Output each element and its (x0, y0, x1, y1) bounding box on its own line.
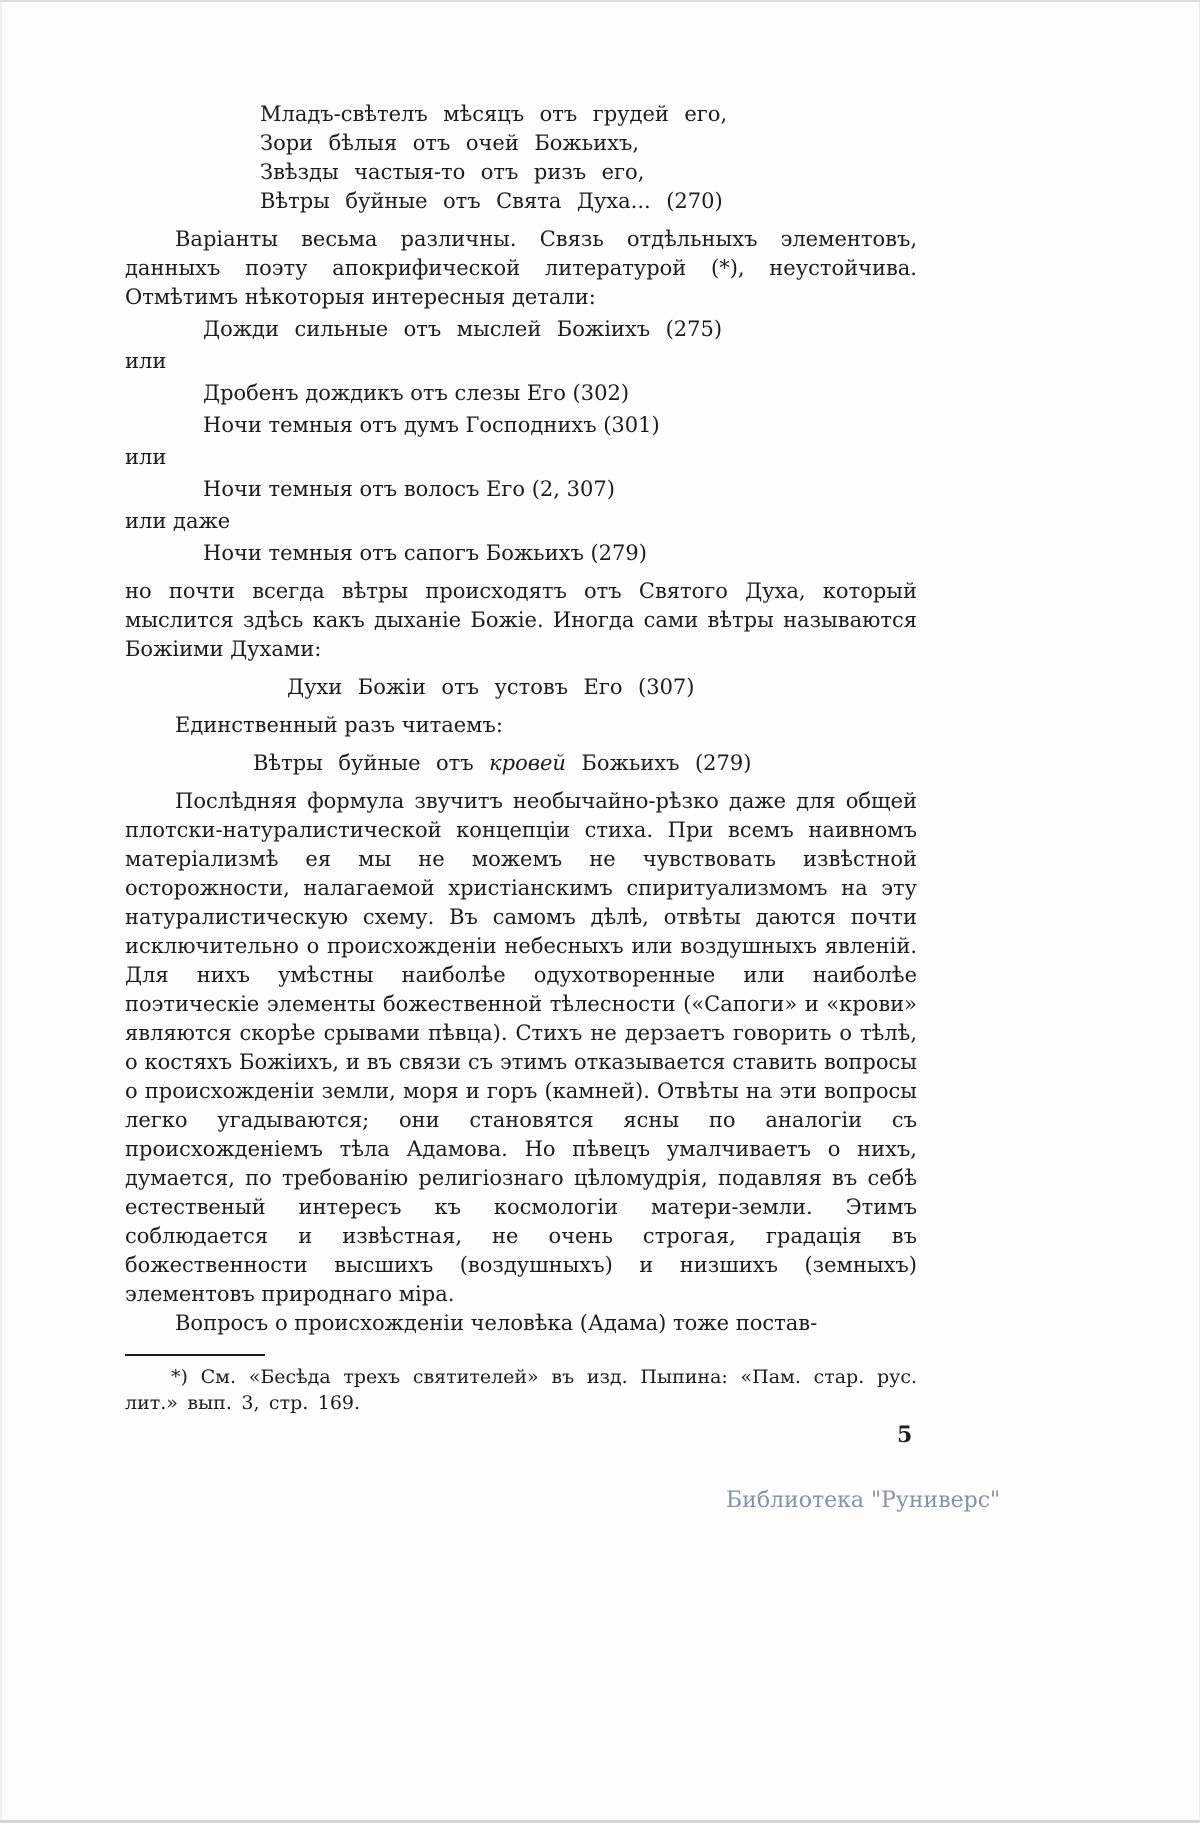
variant-quote: Ночи темныя отъ сапогъ Божьихъ (279) (203, 541, 647, 565)
verse-line: Звѣзды частыя-то отъ ризъ его, (260, 160, 645, 184)
paragraph-formula: Послѣдняя формула звучитъ необычайно-рѣзко даже для общей плотски-натуралистической концепціи стиха. При всемъ наивномъ матеріализмѣ ея мы не можемъ не чувствовать извѣстной осторожности, налагаемой христіанскимъ спиритуализмомъ на эту натуралистическую схему. Въ самомъ дѣлѣ, отвѣты даются почти исключительно о происхожденіи небесныхъ или воздушныхъ явленій. Для нихъ умѣстны наиболѣе одухотворенные или наиболѣе поэтическіе элементы божественной тѣлесности («Сапоги» и «крови» являются скорѣе срывами пѣвца). Стихъ не дерзаетъ говорить о тѣлѣ, о костяхъ Божіихъ, и въ связи съ этимъ отказывается ставить вопросы о происхожденіи земли, моря и горъ (камней). Отвѣты на эти вопросы легко угадываются; они становятся ясны по аналогіи съ происхожденіемъ тѣла Адамова. Но пѣвецъ умалчиваетъ о нихъ, думается, по требованію религіознаго цѣломудрія, подавляя въ себѣ естественый интересъ къ космологіи матери-земли. Этимъ соблюдается и извѣстная, не очень строгая, градація въ божественности высшихъ (воздушныхъ) и низшихъ (земныхъ) элементовъ природнаго міра. (125, 789, 917, 1306)
paragraph-single-read: Единственный разъ читаемъ: (175, 713, 503, 737)
spirits-quote: Духи Божіи отъ устовъ Его (307) (287, 675, 695, 699)
footnote-divider (125, 1354, 265, 1356)
verse-line: Вѣтры буйные отъ Свята Духа... (270) (260, 189, 723, 213)
page-number: 5 (897, 1422, 913, 1448)
footnote-text: *) См. «Бесѣда трехъ святителей» въ изд. Пыпина: «Пам. стар. рус. лит.» вып. 3, стр. 169. (125, 1366, 917, 1414)
krovey-quote-post: Божьихъ (279) (565, 751, 752, 775)
verse-line: Зори бѣлыя отъ очей Божьихъ, (260, 131, 640, 155)
or-even-marker: или даже (125, 509, 231, 533)
or-marker: или (125, 349, 167, 373)
or-marker: или (125, 445, 167, 469)
variant-quote: Ночи темныя отъ думъ Господнихъ (301) (203, 413, 660, 437)
opening-verse (260, 100, 917, 216)
variant-quote: Дробенъ дождикъ отъ слезы Его (302) (203, 381, 630, 405)
krovey-quote (253, 749, 917, 778)
krovey-quote-italic: кровей (489, 751, 566, 775)
paragraph-variants-intro: Варіанты весьма различны. Связь отдѣльныхъ элементовъ, данныхъ поэту апокрифической литературой (*), неустойчива. Отмѣтимъ нѣкоторыя интересныя детали: (125, 227, 917, 309)
text-block (125, 100, 917, 1416)
variant-quote: Ночи темныя отъ волосъ Его (2, 307) (203, 477, 615, 501)
variant-quote: Дожди сильные отъ мыслей Божіихъ (275) (203, 317, 723, 341)
krovey-quote-pre: Вѣтры буйные отъ (253, 751, 490, 775)
library-watermark: Библиотека "Руниверс" (726, 1488, 1001, 1513)
paragraph-adam: Вопросъ о происхожденіи человѣка (Адама) тоже постав- (175, 1311, 818, 1335)
verse-line: Младъ-свѣтелъ мѣсяцъ отъ грудей его, (260, 102, 728, 126)
paragraph-winds: но почти всегда вѣтры происходятъ отъ Святого Духа, который мыслится здѣсь какъ дыханіе Божіе. Иногда сами вѣтры называются Божіими Духами: (125, 579, 917, 661)
